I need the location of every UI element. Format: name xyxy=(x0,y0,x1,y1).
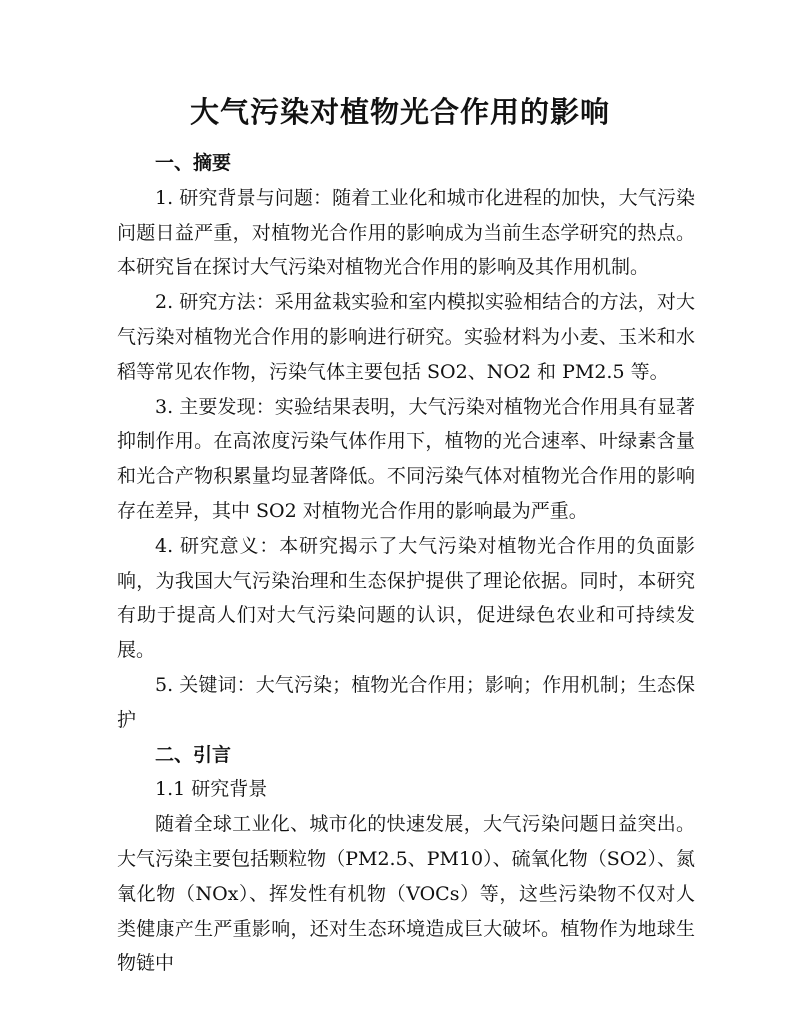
paragraph-introduction: 随着全球工业化、城市化的快速发展，大气污染问题日益突出。大气污染主要包括颗粒物（PM2.5、PM10）、硫氧化物（SO2）、氮氧化物（NOx）、挥发性有机物（VOCs）等，这些污染物不仅对人类健康产生严重影响，还对生态环境造成巨大破坏。植物作为地球生物链中 xyxy=(117,813,695,975)
section-heading-abstract: 一、摘要 xyxy=(155,152,232,174)
document-body xyxy=(117,146,695,981)
section-heading-introduction: 二、引言 xyxy=(155,743,232,766)
paragraph-methods: 2. 研究方法：采用盆栽实验和室内模拟实验相结合的方法，对大气污染对植物光合作用的影响进行研究。实验材料为小麦、玉米和水稻等常见农作物，污染气体主要包括 SO2、NO2 和 PM2.5 等。 xyxy=(117,291,695,383)
subsection-heading-background: 1.1 研究背景 xyxy=(155,778,268,801)
page-title: 大气污染对植物光合作用的影响 xyxy=(189,95,610,129)
paragraph-significance: 4. 研究意义：本研究揭示了大气污染对植物光合作用的负面影响，为我国大气污染治理和生态保护提供了理论依据。同时，本研究有助于提高人们对大气污染问题的认识，促进绿色农业和可持续发展。 xyxy=(117,534,695,662)
paragraph-findings: 3. 主要发现：实验结果表明，大气污染对植物光合作用具有显著抑制作用。在高浓度污染气体作用下，植物的光合速率、叶绿素含量和光合产物积累量均显著降低。不同污染气体对植物光合作用的影响存在差异，其中 SO2 对植物光合作用的影响最为严重。 xyxy=(117,395,695,522)
paragraph-background: 1. 研究背景与问题：随着工业化和城市化进程的加快，大气污染问题日益严重，对植物光合作用的影响成为当前生态学研究的热点。本研究旨在探讨大气污染对植物光合作用的影响及其作用机制。 xyxy=(117,186,695,279)
paragraph-keywords: 5. 关键词：大气污染；植物光合作用；影响；作用机制；生态保护 xyxy=(117,673,695,731)
